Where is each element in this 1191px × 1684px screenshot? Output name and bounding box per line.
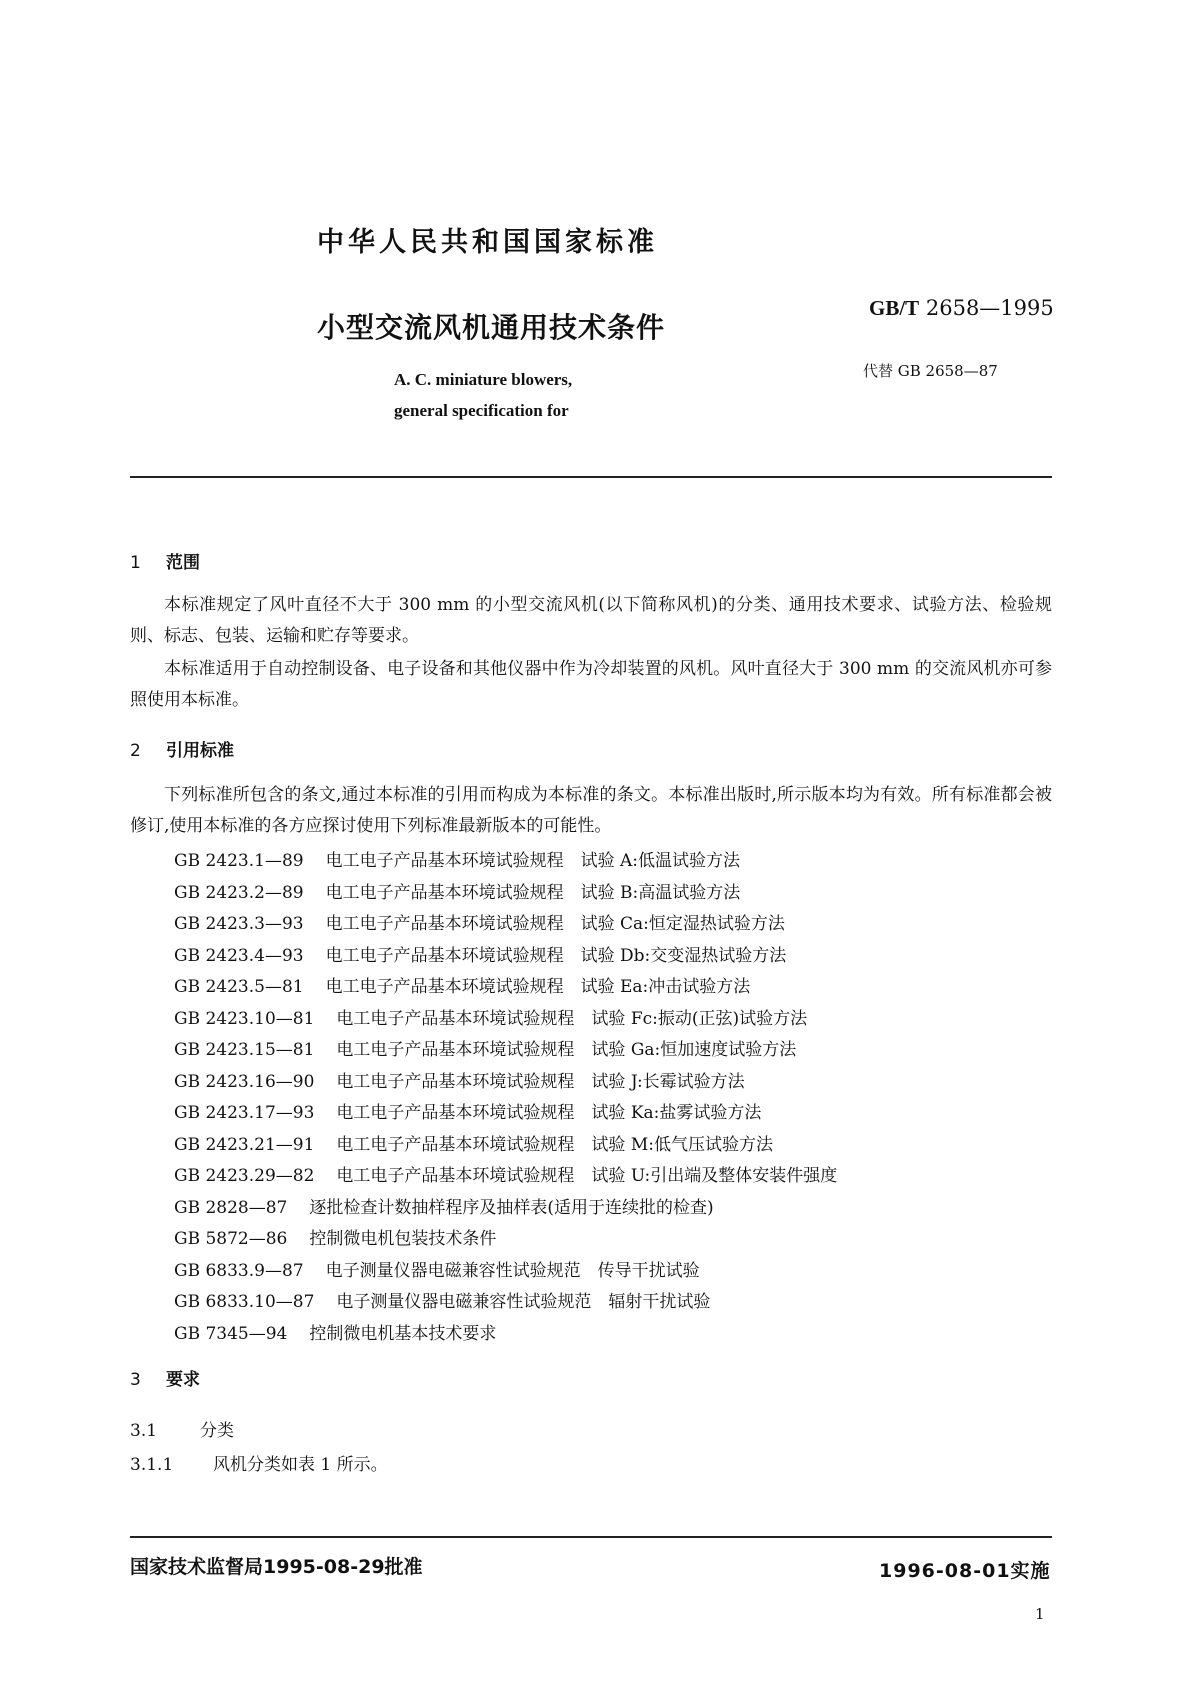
section-number: 1 — [130, 553, 141, 573]
ref-description: 电工电子产品基本环境试验规程 试验 Ka:盐雾试验方法 — [336, 1103, 762, 1123]
ref-code: GB 2423.17—93 — [174, 1103, 315, 1123]
clause-3-1 — [130, 1416, 234, 1441]
ref-code: GB 2423.29—82 — [174, 1166, 315, 1186]
ref-code: GB 2423.1—89 — [174, 851, 304, 871]
list-item — [174, 1287, 837, 1319]
section-title: 引用标准 — [166, 741, 234, 761]
section-number: 3 — [130, 1370, 141, 1390]
ref-code: GB 2423.5—81 — [174, 977, 304, 997]
ref-description: 控制微电机包装技术条件 — [309, 1229, 497, 1249]
ref-description: 电工电子产品基本环境试验规程 试验 Ca:恒定湿热试验方法 — [325, 914, 785, 934]
referenced-standards-list — [174, 846, 837, 1350]
section-title: 范围 — [166, 553, 200, 573]
section-1-heading — [130, 548, 200, 573]
list-item — [174, 878, 837, 910]
ref-description: 控制微电机基本技术要求 — [309, 1323, 497, 1344]
ref-code: GB 2423.15—81 — [174, 1040, 315, 1060]
ref-description: 电工电子产品基本环境试验规程 试验 Ea:冲击试验方法 — [325, 977, 751, 997]
ref-code: GB 2423.4—93 — [174, 945, 304, 966]
list-item — [174, 846, 837, 878]
ref-description: 电工电子产品基本环境试验规程 试验 Db:交变湿热试验方法 — [325, 945, 787, 966]
standard-number — [869, 296, 1054, 321]
list-item — [174, 1193, 837, 1225]
list-item — [174, 972, 837, 1004]
ref-description: 电工电子产品基本环境试验规程 试验 Ga:恒加速度试验方法 — [336, 1040, 797, 1060]
replaces-standard: 代替 GB 2658—87 — [863, 362, 998, 380]
list-item — [174, 909, 837, 941]
ref-description: 电工电子产品基本环境试验规程 试验 Fc:振动(正弦)试验方法 — [336, 1008, 808, 1029]
list-item — [174, 1161, 837, 1193]
ref-code: GB 7345—94 — [174, 1323, 288, 1344]
list-item — [174, 1004, 837, 1036]
ref-description: 电工电子产品基本环境试验规程 试验 M:低气压试验方法 — [336, 1134, 773, 1155]
list-item — [174, 1130, 837, 1162]
section-1-paragraph-1: 本标准规定了风叶直径不大于 300 mm 的小型交流风机(以下简称风机)的分类、通用技术要求、试验方法、检验规则、标志、包装、运输和贮存等要求。 — [130, 595, 1052, 646]
footer-divider — [130, 1536, 1052, 1538]
approval-date: 国家技术监督局1995-08-29批准 — [130, 1556, 423, 1578]
clause-number: 3.1.1 — [130, 1455, 174, 1475]
ref-code: GB 2423.3—93 — [174, 914, 304, 934]
section-2-heading — [130, 736, 234, 761]
standard-title-cn: 小型交流风机通用技术条件 — [317, 311, 666, 344]
list-item — [174, 1035, 837, 1067]
clause-number: 3.1 — [130, 1421, 158, 1441]
ref-description: 电工电子产品基本环境试验规程 试验 B:高温试验方法 — [325, 882, 741, 903]
ref-code: GB 2828—87 — [174, 1197, 288, 1218]
section-3-heading — [130, 1365, 200, 1390]
standard-number-value: 2658—1995 — [919, 296, 1054, 320]
header-divider — [130, 476, 1052, 478]
list-item — [174, 1256, 837, 1288]
ref-code: GB 2423.10—81 — [174, 1008, 315, 1029]
ref-description: 电子测量仪器电磁兼容性试验规范 传导干扰试验 — [325, 1260, 700, 1281]
list-item — [174, 1319, 837, 1351]
standard-title-en-line1: A. C. miniature blowers, — [394, 370, 573, 389]
list-item — [174, 1067, 837, 1099]
ref-description: 电工电子产品基本环境试验规程 试验 U:引出端及整体安装件强度 — [336, 1166, 838, 1186]
section-2-paragraph: 下列标准所包含的条文,通过本标准的引用而构成为本标准的条文。本标准出版时,所示版本均为有效。所有标准都会被修订,使用本标准的各方应探讨使用下列标准最新版本的可能性。 — [130, 785, 1052, 836]
section-number: 2 — [130, 741, 141, 761]
clause-text: 分类 — [200, 1421, 234, 1441]
list-item — [174, 1224, 837, 1256]
ref-code: GB 6833.10—87 — [174, 1292, 315, 1312]
ref-code: GB 2423.2—89 — [174, 882, 304, 903]
ref-code: GB 5872—86 — [174, 1229, 288, 1249]
ref-code: GB 2423.21—91 — [174, 1134, 315, 1155]
standard-prefix: GB/T — [869, 296, 920, 320]
standard-title-en-line2: general specification for — [394, 401, 569, 420]
clause-text: 风机分类如表 1 所示。 — [213, 1455, 388, 1475]
ref-code: GB 2423.16—90 — [174, 1071, 315, 1092]
ref-description: 电工电子产品基本环境试验规程 试验 A:低温试验方法 — [325, 851, 741, 871]
clause-3-1-1 — [130, 1450, 388, 1475]
section-title: 要求 — [166, 1370, 200, 1390]
ref-description: 电子测量仪器电磁兼容性试验规范 辐射干扰试验 — [336, 1292, 711, 1312]
section-1-paragraph-2: 本标准适用于自动控制设备、电子设备和其他仪器中作为冷却装置的风机。风叶直径大于 300 mm 的交流风机亦可参照使用本标准。 — [130, 659, 1052, 710]
ref-description: 逐批检查计数抽样程序及抽样表(适用于连续批的检查) — [309, 1197, 714, 1218]
list-item — [174, 941, 837, 973]
ref-code: GB 6833.9—87 — [174, 1260, 304, 1281]
page-number: 1 — [1035, 1605, 1045, 1623]
list-item — [174, 1098, 837, 1130]
national-standard-heading: 中华人民共和国国家标准 — [317, 227, 658, 258]
ref-description: 电工电子产品基本环境试验规程 试验 J:长霉试验方法 — [336, 1071, 745, 1092]
effective-date: 1996-08-01实施 — [879, 1560, 1051, 1582]
